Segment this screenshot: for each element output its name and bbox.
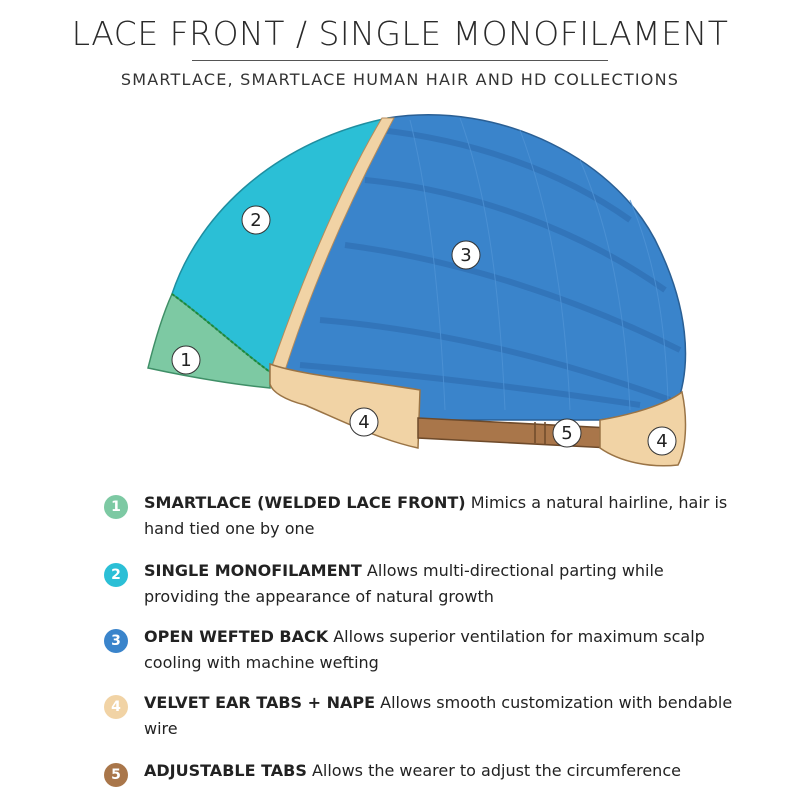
callout-4-front (350, 408, 378, 436)
callout-label: 2 (250, 210, 262, 231)
legend-label: ADJUSTABLE TABS (144, 761, 307, 780)
legend-label: SMARTLACE (WELDED LACE FRONT) (144, 493, 466, 512)
legend-description: Allows multi-directional parting while providing the appearance of natural growth (144, 561, 664, 606)
callout-4-rear (648, 427, 676, 455)
callout-label: 4 (358, 412, 370, 433)
page-subtitle: SMARTLACE, SMARTLACE HUMAN HAIR AND HD COLLECTIONS (120, 70, 680, 89)
legend-number-badge: 1 (104, 495, 128, 519)
callout-3 (452, 241, 480, 269)
legend-number-badge: 5 (104, 763, 128, 787)
wig-cap-diagram (140, 110, 700, 480)
callout-2 (242, 206, 270, 234)
legend-description: Allows the wearer to adjust the circumference (311, 761, 681, 780)
legend-label: SINGLE MONOFILAMENT (144, 561, 362, 580)
callout-label: 3 (460, 245, 472, 266)
legend-number-badge: 2 (104, 563, 128, 587)
legend-number-badge: 3 (104, 629, 128, 653)
callout-label: 5 (561, 423, 573, 444)
legend-description: Mimics a natural hairline, hair is hand tied one by one (144, 493, 728, 538)
callout-label: 4 (656, 431, 668, 452)
legend-description: Allows superior ventilation for maximum scalp cooling with machine wefting (144, 627, 705, 672)
legend-description: Allows smooth customization with bendable wire (144, 693, 733, 738)
legend-label: VELVET EAR TABS + NAPE (144, 693, 376, 712)
legend-label: OPEN WEFTED BACK (144, 627, 329, 646)
page-title: LACE FRONT / SINGLE MONOFILAMENT (71, 14, 729, 53)
callout-label: 1 (180, 350, 192, 371)
callout-5 (553, 419, 581, 447)
callout-1 (172, 346, 200, 374)
title-divider (192, 60, 608, 61)
legend-number-badge: 4 (104, 695, 128, 719)
